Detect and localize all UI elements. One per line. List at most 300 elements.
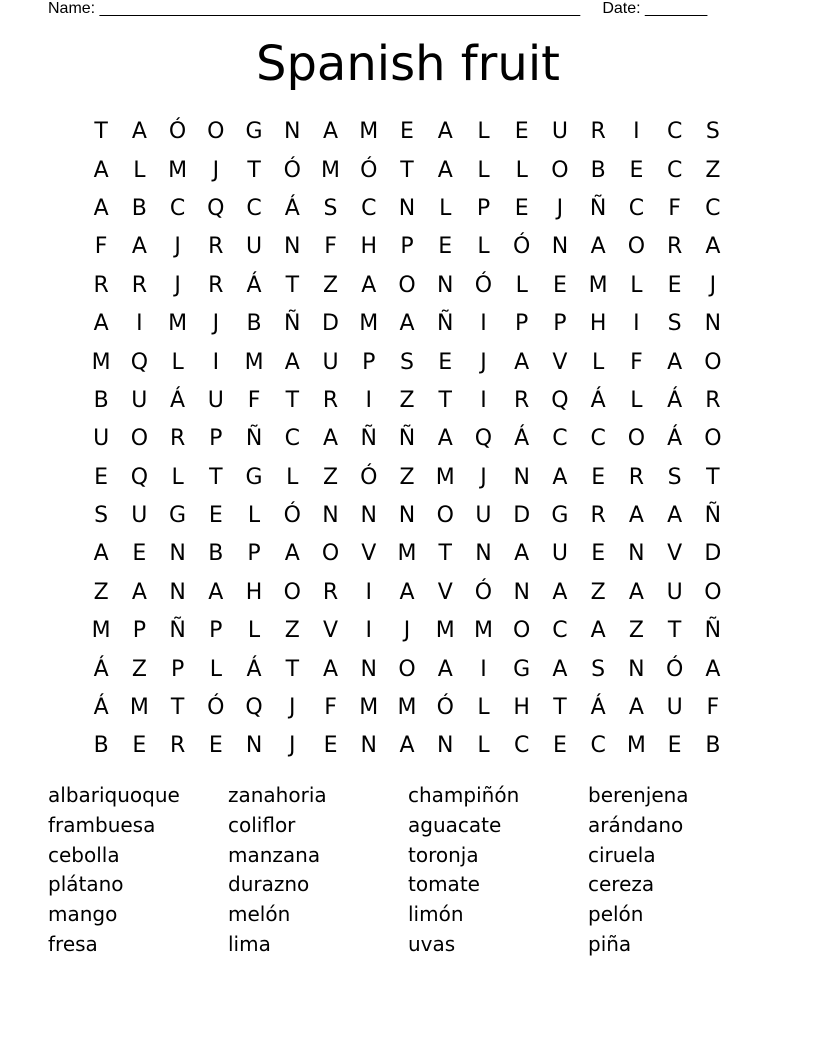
grid-letter: M	[397, 541, 417, 567]
grid-letter: C	[514, 733, 530, 759]
grid-letter: U	[666, 579, 683, 605]
grid-letter: A	[705, 656, 721, 682]
grid-letter: T	[667, 618, 682, 644]
grid-letter: A	[437, 157, 453, 183]
grid-letter: H	[360, 234, 378, 260]
grid-letter: U	[93, 426, 110, 452]
grid-row	[82, 459, 732, 497]
grid-letter: Q	[245, 695, 263, 721]
grid-letter: P	[247, 541, 261, 567]
grid-letter: J	[480, 464, 487, 490]
grid-letter: R	[208, 234, 224, 260]
grid-letter: O	[398, 272, 416, 298]
grid-letter: M	[359, 119, 379, 145]
grid-row	[82, 727, 732, 765]
word-list-item: ciruela	[588, 842, 656, 867]
grid-letter: M	[588, 272, 608, 298]
grid-letter: T	[247, 157, 261, 183]
word-column	[588, 781, 768, 960]
grid-letter: M	[626, 733, 646, 759]
grid-letter: V	[361, 541, 377, 567]
grid-letter: N	[628, 541, 645, 567]
grid-letter: I	[365, 387, 372, 413]
grid-row	[82, 343, 732, 381]
grid-letter: S	[400, 349, 414, 375]
grid-row	[82, 151, 732, 189]
grid-letter: M	[168, 311, 188, 337]
word-list-item: aguacate	[408, 812, 502, 837]
grid-letter: L	[630, 272, 643, 298]
grid-letter: L	[592, 349, 605, 375]
grid-letter: A	[705, 234, 721, 260]
grid-letter: L	[247, 618, 261, 644]
grid-letter: J	[403, 618, 411, 644]
grid-letter: T	[285, 387, 300, 413]
grid-letter: I	[365, 579, 372, 605]
word-list-item: piña	[588, 931, 632, 956]
grid-letter: O	[283, 579, 301, 605]
grid-letter: E	[591, 541, 606, 567]
word-list-item: mango	[48, 902, 118, 927]
grid-letter: R	[666, 234, 683, 260]
grid-letter: R	[131, 272, 147, 298]
grid-letter: A	[93, 157, 109, 183]
grid-letter: U	[131, 503, 148, 529]
grid-letter: C	[552, 426, 568, 452]
grid-letter: D	[704, 541, 722, 567]
grid-letter: A	[628, 503, 644, 529]
grid-letter: A	[552, 579, 568, 605]
grid-letter: L	[171, 349, 184, 375]
grid-letter: Z	[399, 464, 415, 490]
grid-letter: Á	[590, 387, 606, 413]
grid-letter: Q	[474, 426, 493, 452]
word-list-item: tomate	[408, 872, 480, 897]
grid-letter: F	[668, 195, 681, 221]
grid-letter: Ñ	[360, 426, 377, 452]
grid-letter: E	[400, 119, 414, 145]
grid-letter: L	[515, 157, 528, 183]
word-list-item: plátano	[48, 872, 124, 897]
grid-letter: L	[286, 464, 299, 490]
grid-letter: A	[667, 349, 683, 375]
grid-letter: P	[209, 426, 223, 452]
grid-letter: A	[552, 656, 568, 682]
grid-letter: N	[628, 656, 645, 682]
grid-letter: E	[629, 157, 644, 183]
grid-letter: M	[91, 349, 111, 375]
grid-letter: Á	[514, 426, 530, 452]
grid-letter: E	[552, 272, 567, 298]
grid-letter: F	[94, 234, 108, 260]
grid-letter: I	[480, 387, 487, 413]
grid-letter: C	[361, 195, 377, 221]
grid-letter: Ó	[665, 656, 684, 682]
grid-letter: T	[400, 157, 414, 183]
grid-letter: Ó	[474, 272, 493, 298]
grid-letter: E	[132, 733, 147, 759]
grid-letter: E	[438, 234, 453, 260]
grid-letter: Ñ	[169, 618, 186, 644]
page-title: Spanish fruit	[255, 36, 560, 92]
grid-row	[82, 535, 732, 573]
grid-letter: Ó	[436, 695, 454, 721]
letter-grid	[82, 113, 732, 766]
grid-letter: O	[513, 618, 531, 644]
grid-letter: P	[170, 656, 185, 682]
grid-letter: R	[169, 426, 186, 452]
grid-letter: S	[591, 656, 606, 682]
word-list-item: arándano	[588, 812, 684, 837]
grid-letter: T	[706, 464, 720, 490]
grid-letter: N	[475, 541, 492, 567]
grid-letter: A	[399, 733, 415, 759]
grid-letter: L	[477, 157, 490, 183]
grid-letter: C	[705, 195, 721, 221]
grid-letter: V	[322, 618, 339, 644]
grid-row	[82, 190, 732, 228]
word-list-item: albariquoque	[48, 783, 180, 807]
grid-letter: N	[284, 234, 301, 260]
grid-row	[82, 420, 732, 458]
grid-letter: O	[551, 157, 569, 183]
grid-letter: J	[212, 311, 220, 337]
grid-letter: Á	[667, 426, 683, 452]
grid-letter: S	[323, 195, 338, 221]
grid-letter: A	[131, 579, 147, 605]
grid-letter: D	[322, 311, 339, 337]
grid-letter: Á	[590, 695, 606, 721]
grid-letter: O	[704, 426, 722, 452]
grid-row	[82, 267, 732, 305]
grid-letter: E	[552, 733, 567, 759]
grid-letter: T	[438, 541, 452, 567]
word-list	[48, 781, 768, 960]
grid-letter: H	[513, 695, 530, 721]
grid-letter: J	[174, 234, 181, 260]
grid-letter: Q	[551, 387, 569, 413]
word-list-item: coliflor	[228, 812, 296, 837]
grid-row	[82, 612, 732, 650]
grid-letter: V	[667, 541, 683, 567]
grid-letter: U	[322, 349, 339, 375]
grid-letter: Z	[322, 464, 339, 490]
grid-letter: A	[93, 311, 109, 337]
grid-row	[82, 305, 732, 343]
grid-letter: B	[93, 733, 109, 759]
grid-letter: E	[591, 464, 606, 490]
grid-letter: B	[705, 733, 721, 759]
grid-letter: C	[246, 195, 262, 221]
grid-letter: A	[93, 541, 109, 567]
grid-row	[82, 382, 732, 420]
word-list-item: frambuesa	[48, 812, 156, 837]
grid-letter: J	[212, 157, 220, 183]
grid-letter: A	[93, 195, 109, 221]
grid-letter: P	[400, 234, 414, 260]
grid-letter: F	[324, 695, 337, 721]
grid-letter: J	[556, 195, 564, 221]
grid-letter: U	[551, 541, 568, 567]
grid-letter: U	[551, 119, 568, 145]
grid-letter: B	[590, 157, 606, 183]
word-list-item: limón	[408, 902, 464, 927]
grid-letter: N	[284, 119, 301, 145]
grid-letter: I	[212, 349, 220, 375]
grid-letter: T	[438, 387, 452, 413]
grid-letter: M	[129, 695, 149, 721]
grid-letter: I	[136, 311, 143, 337]
grid-letter: A	[131, 119, 147, 145]
grid-letter: N	[513, 579, 530, 605]
grid-letter: L	[209, 656, 222, 682]
grid-letter: O	[627, 234, 646, 260]
grid-letter: Ñ	[704, 618, 722, 644]
grid-letter: A	[437, 426, 453, 452]
grid-letter: M	[244, 349, 264, 375]
grid-letter: G	[513, 656, 531, 682]
grid-letter: O	[627, 426, 646, 452]
word-list-item: zanahoria	[228, 783, 327, 807]
grid-letter: N	[436, 272, 454, 298]
grid-letter: Á	[284, 195, 300, 221]
grid-letter: E	[208, 733, 223, 759]
word-list-item: toronja	[408, 842, 479, 867]
grid-letter: P	[476, 195, 491, 221]
grid-letter: O	[207, 119, 225, 145]
grid-letter: T	[209, 464, 223, 490]
grid-letter: A	[399, 311, 415, 337]
grid-letter: C	[169, 195, 186, 221]
grid-letter: L	[515, 272, 528, 298]
grid-letter: L	[133, 157, 146, 183]
grid-letter: Á	[93, 695, 109, 721]
grid-letter: E	[514, 195, 529, 221]
grid-letter: R	[169, 733, 186, 759]
grid-letter: G	[551, 503, 569, 529]
grid-letter: E	[667, 272, 682, 298]
grid-letter: A	[437, 119, 453, 145]
grid-letter: A	[322, 656, 339, 682]
grid-letter: N	[704, 311, 722, 337]
grid-letter: T	[285, 272, 300, 298]
grid-letter: M	[359, 311, 379, 337]
grid-letter: L	[630, 387, 643, 413]
grid-letter: O	[704, 349, 722, 375]
grid-letter: T	[170, 695, 185, 721]
grid-letter: I	[365, 618, 372, 644]
grid-letter: A	[590, 618, 606, 644]
grid-row	[82, 574, 732, 612]
grid-row	[82, 113, 732, 151]
grid-letter: R	[628, 464, 645, 490]
grid-letter: J	[289, 695, 296, 721]
grid-letter: M	[168, 157, 188, 183]
grid-letter: Á	[246, 272, 262, 298]
grid-letter: Z	[131, 656, 147, 682]
grid-letter: J	[174, 272, 181, 298]
grid-letter: E	[323, 733, 338, 759]
grid-letter: N	[398, 195, 416, 221]
grid-letter: H	[245, 579, 263, 605]
grid-letter: E	[208, 503, 223, 529]
grid-letter: C	[666, 119, 683, 145]
grid-letter: O	[130, 426, 149, 452]
grid-letter: A	[628, 695, 644, 721]
grid-letter: R	[514, 387, 530, 413]
grid-letter: N	[245, 733, 263, 759]
grid-letter: U	[246, 234, 263, 260]
grid-letter: A	[437, 656, 453, 682]
grid-letter: Ó	[168, 119, 187, 145]
grid-letter: B	[246, 311, 262, 337]
grid-letter: P	[515, 311, 529, 337]
grid-letter: I	[633, 119, 640, 145]
grid-letter: A	[284, 541, 300, 567]
grid-letter: R	[705, 387, 721, 413]
grid-row	[82, 689, 732, 727]
grid-letter: N	[322, 503, 339, 529]
grid-letter: S	[667, 464, 682, 490]
grid-letter: N	[169, 541, 186, 567]
grid-letter: B	[131, 195, 147, 221]
word-list-item: lima	[228, 931, 271, 956]
grid-letter: I	[480, 311, 487, 337]
grid-letter: T	[94, 119, 108, 145]
grid-letter: G	[245, 119, 263, 145]
word-list-item: manzana	[228, 842, 321, 867]
word-column	[48, 781, 228, 960]
grid-letter: M	[91, 618, 111, 644]
grid-letter: Z	[284, 618, 300, 644]
grid-letter: B	[93, 387, 109, 413]
grid-letter: M	[435, 618, 455, 644]
grid-letter: C	[552, 618, 568, 644]
word-list-item: durazno	[228, 872, 310, 897]
grid-letter: J	[289, 733, 296, 759]
grid-letter: U	[475, 503, 492, 529]
grid-letter: R	[590, 119, 606, 145]
grid-letter: Ñ	[589, 195, 607, 221]
grid-letter: A	[284, 349, 300, 375]
grid-letter: C	[628, 195, 645, 221]
grid-letter: L	[477, 119, 490, 145]
grid-letter: O	[321, 541, 340, 567]
grid-letter: Q	[207, 195, 225, 221]
grid-letter: B	[208, 541, 224, 567]
grid-letter: F	[706, 695, 720, 721]
grid-letter: Ó	[207, 695, 225, 721]
grid-letter: F	[630, 349, 643, 375]
grid-letter: Á	[93, 656, 109, 682]
grid-letter: M	[435, 464, 455, 490]
grid-letter: M	[321, 157, 341, 183]
grid-letter: Z	[93, 579, 109, 605]
grid-letter: C	[666, 157, 683, 183]
grid-letter: A	[208, 579, 224, 605]
grid-letter: E	[438, 349, 453, 375]
grid-letter: N	[436, 733, 454, 759]
grid-letter: N	[513, 464, 530, 490]
grid-letter: D	[513, 503, 531, 529]
grid-letter: Ñ	[245, 426, 263, 452]
grid-letter: Z	[628, 618, 644, 644]
grid-letter: S	[94, 503, 109, 529]
grid-letter: Á	[246, 656, 262, 682]
grid-letter: Ñ	[284, 311, 301, 337]
grid-letter: J	[480, 349, 487, 375]
grid-letter: P	[132, 618, 146, 644]
grid-letter: Q	[130, 349, 149, 375]
grid-letter: P	[209, 618, 223, 644]
grid-letter: E	[514, 119, 529, 145]
grid-letter: A	[361, 272, 377, 298]
grid-letter: A	[514, 541, 530, 567]
grid-letter: A	[131, 234, 147, 260]
grid-letter: Z	[399, 387, 415, 413]
grid-letter: O	[436, 503, 454, 529]
grid-letter: L	[477, 234, 490, 260]
grid-letter: O	[398, 656, 416, 682]
grid-letter: A	[322, 426, 339, 452]
grid-letter: N	[398, 503, 416, 529]
grid-letter: C	[590, 733, 606, 759]
grid-letter: Ó	[360, 157, 378, 183]
grid-letter: Ñ	[398, 426, 416, 452]
grid-letter: P	[553, 311, 567, 337]
grid-letter: Á	[667, 387, 683, 413]
word-list-item: berenjena	[588, 783, 689, 807]
grid-letter: N	[169, 579, 186, 605]
grid-letter: G	[245, 464, 263, 490]
grid-letter: Z	[322, 272, 339, 298]
word-list-item: cereza	[588, 872, 655, 897]
grid-letter: F	[247, 387, 261, 413]
grid-letter: Ñ	[436, 311, 454, 337]
grid-letter: M	[473, 618, 493, 644]
grid-letter: E	[94, 464, 109, 490]
grid-letter: Z	[590, 579, 606, 605]
grid-letter: N	[360, 656, 377, 682]
grid-letter: Ó	[283, 157, 301, 183]
grid-row	[82, 650, 732, 688]
grid-letter: N	[360, 503, 377, 529]
grid-letter: J	[709, 272, 717, 298]
word-list-item: melón	[228, 902, 291, 927]
word-list-item: uvas	[408, 931, 456, 956]
grid-letter: Ó	[360, 464, 378, 490]
grid-letter: P	[362, 349, 376, 375]
grid-letter: U	[666, 695, 683, 721]
grid-letter: T	[285, 656, 300, 682]
grid-letter: Ó	[474, 579, 493, 605]
grid-letter: R	[93, 272, 109, 298]
grid-letter: E	[132, 541, 147, 567]
grid-letter: Z	[705, 157, 721, 183]
grid-letter: L	[439, 195, 452, 221]
grid-letter: A	[628, 579, 644, 605]
grid-letter: L	[247, 503, 261, 529]
grid-letter: L	[171, 464, 184, 490]
grid-letter: S	[705, 119, 720, 145]
grid-row	[82, 228, 732, 266]
grid-letter: A	[552, 464, 568, 490]
grid-letter: C	[284, 426, 300, 452]
word-list-item: cebolla	[48, 842, 120, 867]
grid-letter: U	[207, 387, 224, 413]
grid-letter: N	[360, 733, 377, 759]
word-list-item: fresa	[48, 931, 98, 956]
